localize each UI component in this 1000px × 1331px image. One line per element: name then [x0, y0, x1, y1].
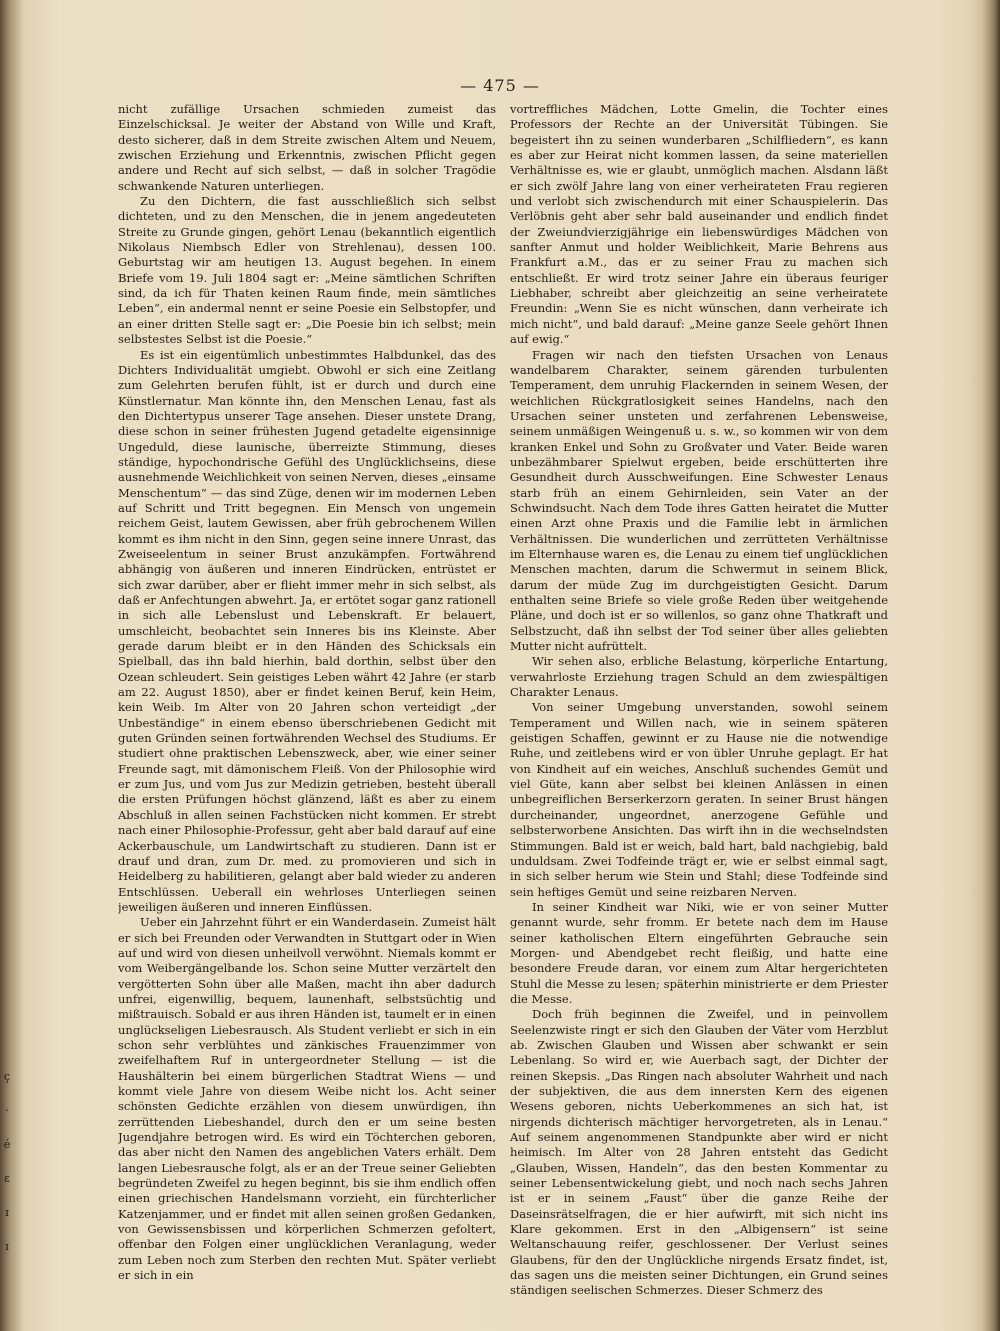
- edge-mark: ɪ: [5, 1206, 9, 1219]
- facing-page-edge-marks: [0, 1060, 14, 1264]
- edge-mark: ·: [5, 1104, 9, 1117]
- right-column: [510, 102, 888, 1322]
- left-column: [118, 102, 496, 1322]
- paragraph: Doch früh beginnen die Zweifel, und in peinvollem Seelenzwiste ringt er sich den Glauben der Väter vom Herzblut ab. Zwischen Glauben und Wissen aber schwankt er sein Lebenlang. So wird er, wie Auerbach sagt, der Dichter der reinen Skepsis. „Das Ringen nach absoluter Wahrheit und nach der subjektiven, die aus dem innersten Kern des eigenen Wesens geboren, nichts Ueberkommenes an sich hat, ist nirgends dichterisch mächtiger hervorgetreten, als in Lenau.“ Auf seinem angenommenen Standpunkte aber wird er nicht heimisch. Im Alter von 28 Jahren entsteht das Gedicht „Glauben, Wissen, Handeln“, das den besten Kommentar zu seiner Lebensentwickelung giebt, und noch nach sechs Jahren ist er in seinem „Faust“ über die ganze Reihe der Daseinsrätselfragen, die er hier aufwirft, mit sich nicht ins Klare gekommen. Erst in den „Albigensern“ ist seine Weltanschauung reifer, geschlossener. Der Verlust seines Glaubens, für den der Unglückliche nirgends Ersatz findet, ist, das sagen uns die meisten seiner Dichtungen, ein Grund seines ständigen seelischen Schmerzes. Dieser Schmerz des: [510, 1007, 888, 1298]
- edge-mark: ɛ: [4, 1172, 10, 1185]
- paragraph: Wir sehen also, erbliche Belastung, körperliche Entartung, verwahrloste Erziehung tragen Schuld an dem zwiespältigen Charakter Lenaus.: [510, 654, 888, 700]
- paragraph: Es ist ein eigentümlich unbestimmtes Halbdunkel, das des Dichters Individualität umgiebt. Obwohl er sich eine Zeitlang zum Gelehrten berufen fühlt, ist er durch und durch eine Künstlernatur. Man könnte ihn, den Menschen Lenau, fast als den Dichtertypus unserer Tage ansehen. Dieser unstete Drang, diese schon in seiner frühesten Jugend getadelte eigensinnige Ungeduld, diese launische, überreizte Stimmung, dieses ständige, hypochondrische Gefühl des Unglücklichseins, diese ausnehmende Weichlichkeit von seinen Nerven, dieses „einsame Menschentum“ — das sind Züge, denen wir im modernen Leben auf Schritt und Tritt begegnen. Ein Mensch von ungemein reichem Geist, lautem Gewissen, aber früh gebrochenem Willen kommt es ihm nicht in den Sinn, gegen seine innere Unrast, das Zweiseelentum in seiner Brust anzukämpfen. Fortwährend abhängig von äußeren und inneren Eindrücken, entrüstet er sich zwar darüber, aber er flieht immer mehr in sich selbst, als daß er Anfechtungen abwehrt. Ja, er ertötet sogar ganz rationell in sich alle Lebenslust und Lebenskraft. Er belauert, umschleicht, beobachtet sein Inneres bis ins Kleinste. Aber gerade darum bleibt er in den Händen des Schicksals ein Spielball, das ihn bald hierhin, bald dorthin, selbst über den Ozean schleudert. Sein geistiges Leben währt 42 Jahre (er starb am 22. August 1850), aber er findet keinen Beruf, kein Heim, kein Weib. Im Alter von 20 Jahren schon verteidigt „der Unbeständige“ in einem ebenso überschriebenen Gedicht mit guten Gründen seinen fortwährenden Wechsel des Studiums. Er studiert ohne praktischen Lebenszweck, aber, wie einer seiner Freunde sagt, mit dämonischem Fleiß. Von der Philosophie wird er zum Jus, und vom Jus zur Medizin getrieben, besteht überall die ersten Prüfungen höchst glänzend, läßt es aber zu einem Abschluß in allen seinen Fachstücken nicht kommen. Er strebt nach einer Philosophie-Professur, geht aber bald darauf auf eine Ackerbauschule, um Landwirtschaft zu studieren. Dann ist er drauf und dran, zum Dr. med. zu promovieren und sich in Heidelberg zu habilitieren, gelangt aber bald wieder zu anderen Entschlüssen. Ueberall ein wehrloses Unterliegen seinen jeweiligen äußeren und inneren Einflüssen.: [118, 347, 496, 914]
- paragraph: Fragen wir nach den tiefsten Ursachen von Lenaus wandelbarem Charakter, seinem gärenden turbulenten Temperament, dem unruhig Flackernden in seinem Wesen, der weichlichen Rückgratlosigkeit seines Handelns, nach den Ursachen seiner unsteten und zerfahrenen Lebensweise, seinem unmäßigen Weingenuß u. s. w., so kommen wir von dem kranken Enkel und Sohn zu Großvater und Vater. Beide waren unbezähmbarer Spielwut ergeben, beide erschütterten ihre Gesundheit durch Ausschweifungen. Eine Schwester Lenaus starb früh an einem Gehirnleiden, sein Vater an der Schwindsucht. Nach dem Tode ihres Gatten heiratet die Mutter einen Arzt ohne Praxis und die Familie lebt in ärmlichen Verhältnissen. Die wunderlichen und zerrütteten Verhältnisse im Elternhause waren es, die Lenau zu einem tief unglücklichen Menschen machten, darum die Schwermut in seinem Blick, darum der müde Zug im durchgeistigten Gesicht. Darum enthalten seine Briefe so viele große Reden über weitgehende Pläne, und doch ist er so willenlos, so ganz ohne Thatkraft und Selbstzucht, daß ihn selbst der Tod seiner über alles geliebten Mutter nicht aufrüttelt.: [510, 347, 888, 654]
- edge-mark: é: [3, 1138, 11, 1151]
- page-number: — 475 —: [460, 76, 540, 95]
- page-edge: [998, 0, 999, 1331]
- edge-mark: ç: [3, 1070, 11, 1083]
- paragraph: Zu den Dichtern, die fast ausschließlich sich selbst dichteten, und zu den Menschen, die in jenem angedeuteten Streite zu Grunde gingen, gehört Lenau (bekanntlich eigentlich Nikolaus Niembsch Edler von Strehlenau), dessen 100. Geburtstag wir am heutigen 13. August begehen. In einem Briefe vom 19. Juli 1804 sagt er: „Meine sämtlichen Schriften sind, da ich für Thaten keinen Raum finde, mein sämtliches Leben“, ein andermal nennt er seine Poesie ein Selbstopfer, und an einer dritten Stelle sagt er: „Die Poesie bin ich selbst; mein selbstestes Selbst ist die Poesie.“: [118, 194, 496, 347]
- paragraph: Von seiner Umgebung unverstanden, sowohl seinem Temperament und Willen nach, wie in seinem späteren geistigen Schaffen, gewinnt er zu Hause nie die notwendige Ruhe, und zeitlebens wird er von übler Unruhe geplagt. Er hat von Kindheit auf ein weiches, Anschluß suchendes Gemüt und viel Güte, kann aber selbst bei kleinen Anlässen in einen unbegreiflichen Berserkerzorn geraten. In seiner Brust hängen durcheinander, ungeordnet, anerzogene Gefühle und selbsterworbene Ansichten. Das wirft ihn in die wechselndsten Stimmungen. Bald ist er weich, bald hart, bald nachgiebig, bald unduldsam. Zwei Todfeinde trägt er, wie er selbst einmal sagt, in sich selber herum wie Stein und Stahl; diese Todfeinde sind sein heftiges Gemüt und seine reizbaren Nerven.: [510, 700, 888, 899]
- paragraph: In seiner Kindheit war Niki, wie er von seiner Mutter genannt wurde, sehr fromm. Er betete nach dem im Hause seiner katholischen Eltern eingeführten Gebrauche sein Morgen- und Abendgebet recht fleißig, und hatte eine besondere Freude daran, vor einem zum Altar hergerichteten Stuhl die Messe zu lesen; späterhin ministrierte er dem Priester die Messe.: [510, 899, 888, 1006]
- paragraph: Ueber ein Jahrzehnt führt er ein Wanderdasein. Zumeist hält er sich bei Freunden oder Verwandten in Stuttgart oder in Wien auf und wird von diesen unheilvoll verwöhnt. Niemals kommt er vom Weibergängelbande los. Schon seine Mutter verzärtelt den vergötterten Sohn über alle Maßen, macht ihn aber dadurch unfrei, eigenwillig, bequem, launenhaft, selbstsüchtig und mißtrauisch. Sobald er aus ihren Händen ist, taumelt er in einen unglückseligen Liebesrausch. Als Student verliebt er sich in ein schon sehr verblühtes und zänkisches Frauenzimmer von zweifelhaftem Ruf in untergeordneter Stellung — ist die Haushälterin bei einem bürgerlichen Stadtrat Wiens — und kommt viele Jahre von diesem Weibe nicht los. Acht seiner schönsten Gedichte erzählen von diesem unwürdigen, ihn zerrüttenden Liebeshandel, durch den er um seine besten Jugendjahre betrogen wird. Es wird ein Töchterchen geboren, das aber nicht den Namen des angeblichen Vaters erhält. Dem langen Liebesrausche folgt, als er an der Treue seiner Geliebten begründeten Zweifel zu hegen beginnt, bis sie ihm endlich offen einen griechischen Handelsmann vorzieht, ein fürchterlicher Katzenjammer, und er findet mit allen seinen großen Gedanken, von Gewissensbissen und körperlichen Schmerzen gefoltert, offenbar den Folgen einer unglücklichen Veranlagung, weder zum Leben noch zum Sterben den rechten Mut. Später verliebt er sich in ein: [118, 915, 496, 1283]
- paragraph: nicht zufällige Ursachen schmieden zumeist das Einzelschicksal. Je weiter der Abstand von Wille und Kraft, desto sicherer, daß in dem Streite zwischen Altem und Neuem, zwischen Erziehung und Erkenntnis, zwischen Pflicht gegen andere und Recht auf sich selbst, — daß in solcher Tragödie schwankende Naturen unterliegen.: [118, 102, 496, 193]
- edge-mark: ɪ: [5, 1240, 9, 1253]
- paragraph: vortreffliches Mädchen, Lotte Gmelin, die Tochter eines Professors der Rechte an der Universität Tübingen. Sie begeistert ihn zu seinen wunderbaren „Schilfliedern“, es kann es aber zur Heirat nicht kommen lassen, da seine materiellen Verhältnisse es, wie er glaubt, unmöglich machen. Alsdann läßt er sich zwölf Jahre lang von einer verheirateten Frau regieren und verlobt sich zwischendurch mit einer Schauspielerin. Das Verlöbnis geht aber sehr bald auseinander und endlich findet der Zweiundvierzigjährige ein liebenswürdiges Mädchen von sanfter Anmut und holder Weiblichkeit, Marie Behrens aus Frankfurt a.M., das er zu seiner Frau zu machen sich entschließt. Er wird trotz seiner Jahre ein überaus feuriger Liebhaber, schreibt aber gleichzeitig an seine verheiratete Freundin: „Wenn Sie es nicht wünschen, dann verheirate ich mich nicht“, und bald darauf: „Meine ganze Seele gehört Ihnen auf ewig.“: [510, 102, 888, 347]
